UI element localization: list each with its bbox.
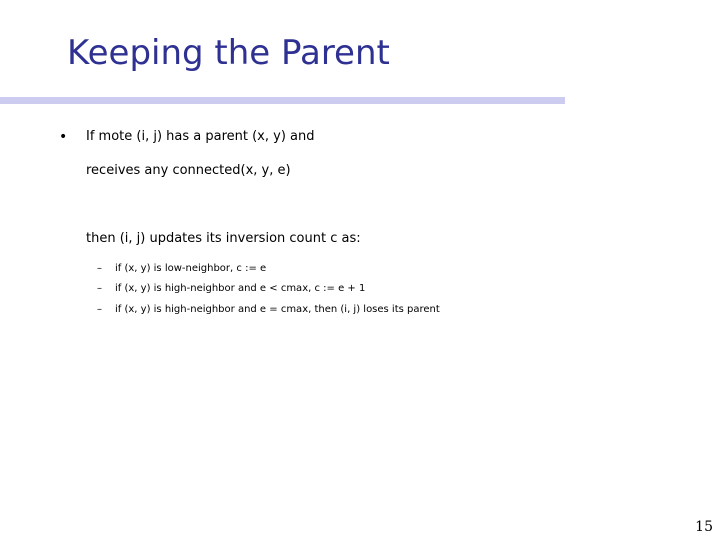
page-number: 15 <box>695 519 713 535</box>
sub-bullet-dash: – <box>97 304 102 315</box>
title-underline <box>0 97 565 104</box>
bullet-line-2: receives any connected(x, y, e) <box>86 163 291 178</box>
sub-bullet-dash: – <box>97 283 102 294</box>
sub-bullet-dash: – <box>97 263 102 274</box>
slide-title: Keeping the Parent <box>67 33 390 73</box>
bullet-line-1: If mote (i, j) has a parent (x, y) and <box>86 129 315 144</box>
sub-bullet-text: if (x, y) is high-neighbor and e = cmax, then (i, j) loses its parent <box>115 304 440 315</box>
bullet-marker: • <box>59 129 68 145</box>
sub-bullet-item <box>97 303 440 317</box>
sub-bullet-text: if (x, y) is high-neighbor and e < cmax, c := e + 1 <box>115 283 366 294</box>
sub-bullet-text: if (x, y) is low-neighbor, c := e <box>115 263 267 274</box>
bullet-line-3: then (i, j) updates its inversion count c as: <box>86 231 361 246</box>
sub-bullet-item <box>97 282 365 296</box>
sub-bullet-item <box>97 262 266 276</box>
